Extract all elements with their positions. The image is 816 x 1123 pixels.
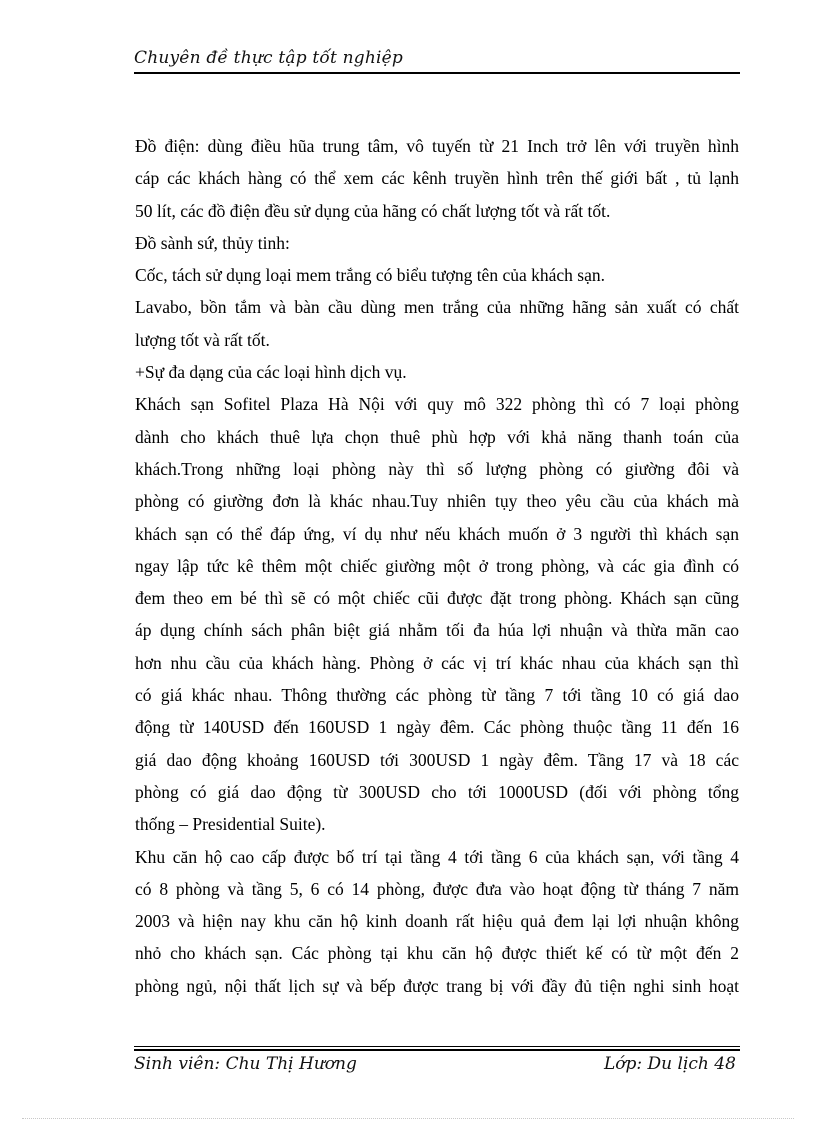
paragraph-4-line: lượng tốt và rất tốt. <box>135 329 270 350</box>
paragraph-6-line: có giá khác nhau. Thông thường các phòng từ tầng 7 tới tầng 10 có giá dao <box>135 685 739 706</box>
paragraph-6-line: ngay lập tức kê thêm một chiếc giường một ở trong phòng, và các gia đình có <box>135 555 739 576</box>
paragraph-6-line: dành cho khách thuê lựa chọn thuê phù hợp với khả năng thanh toán của <box>135 426 739 447</box>
paragraph-6-line: Khách sạn Sofitel Plaza Hà Nội với quy mô 322 phòng thì có 7 loại phòng <box>135 394 739 415</box>
paragraph-6-line: giá dao động khoảng 160USD tới 300USD 1 ngày đêm. Tầng 17 và 18 các <box>135 749 739 770</box>
paragraph-6-line: động từ 140USD đến 160USD 1 ngày đêm. Các phòng thuộc tầng 11 đến 16 <box>135 717 739 738</box>
page-edge <box>22 1118 794 1119</box>
paragraph-5-line: +Sự đa dạng của các loại hình dịch vụ. <box>135 362 407 383</box>
footer-class: Lớp: Du lịch 48 <box>604 1054 736 1074</box>
paragraph-6-line: đem theo em bé thì sẽ có một chiếc cũi được đặt trong phòng. Khách sạn cũng <box>135 588 739 609</box>
footer-rule-thin <box>134 1046 740 1047</box>
paragraph-6-line: hơn nhu cầu của khách hàng. Phòng ở các vị trí khác nhau của khách sạn thì <box>135 652 739 673</box>
paragraph-6-line: thống – Presidential Suite). <box>135 814 326 835</box>
paragraph-7-line: 2003 và hiện nay khu căn hộ kinh doanh rất hiệu quả đem lại lợi nhuận không <box>135 911 739 932</box>
paragraph-1-line: cáp các khách hàng có thể xem các kênh truyền hình trên thế giới bất , tủ lạnh <box>135 168 739 189</box>
footer-student-name: Sinh viên: Chu Thị Hương <box>134 1054 357 1074</box>
footer-rule-thick <box>134 1049 740 1051</box>
paragraph-6-line: phòng có giá dao động từ 300USD cho tới 1000USD (đối với phòng tổng <box>135 781 739 802</box>
paragraph-2-line: Đồ sành sứ, thủy tinh: <box>135 232 290 253</box>
paragraph-6-line: phòng có giường đơn là khác nhau.Tuy nhiên tụy theo yêu cầu của khách mà <box>135 491 739 512</box>
header-title: Chuyên đề thực tập tốt nghiệp <box>134 48 404 68</box>
body-text <box>135 130 739 1002</box>
paragraph-4-line: Lavabo, bồn tắm và bàn cầu dùng men trắng của những hãng sản xuất có chất <box>135 297 739 318</box>
paragraph-7-line: nhỏ cho khách sạn. Các phòng tại khu căn hộ được thiết kế có từ một đến 2 <box>135 943 739 964</box>
paragraph-1-line: Đồ điện: dùng điều hũa trung tâm, vô tuyến từ 21 Inch trở lên với truyền hình <box>135 136 739 156</box>
paragraph-7-line: Khu căn hộ cao cấp được bố trí tại tầng 4 tới tầng 6 của khách sạn, với tầng 4 <box>135 846 739 867</box>
paragraph-6-line: khách.Trong những loại phòng này thì số lượng phòng có giường đôi và <box>135 458 739 479</box>
paragraph-1-line: 50 lít, các đồ điện đều sử dụng của hãng có chất lượng tốt và rất tốt. <box>135 200 611 221</box>
header-rule <box>134 72 740 74</box>
paragraph-3-line: Cốc, tách sử dụng loại mem trắng có biểu tượng tên của khách sạn. <box>135 265 605 286</box>
paragraph-6-line: khách sạn có thể đáp ứng, ví dụ như nếu khách muốn ở 3 người thì khách sạn <box>135 523 739 544</box>
paragraph-6-line: áp dụng chính sách phân biệt giá nhằm tối đa húa lợi nhuận và thừa mãn cao <box>135 620 739 641</box>
paragraph-7-line: phòng ngủ, nội thất lịch sự và bếp được trang bị với đầy đủ tiện nghi sinh hoạt <box>135 975 739 996</box>
paragraph-7-line: có 8 phòng và tầng 5, 6 có 14 phòng, được đưa vào hoạt động từ tháng 7 năm <box>135 878 739 899</box>
